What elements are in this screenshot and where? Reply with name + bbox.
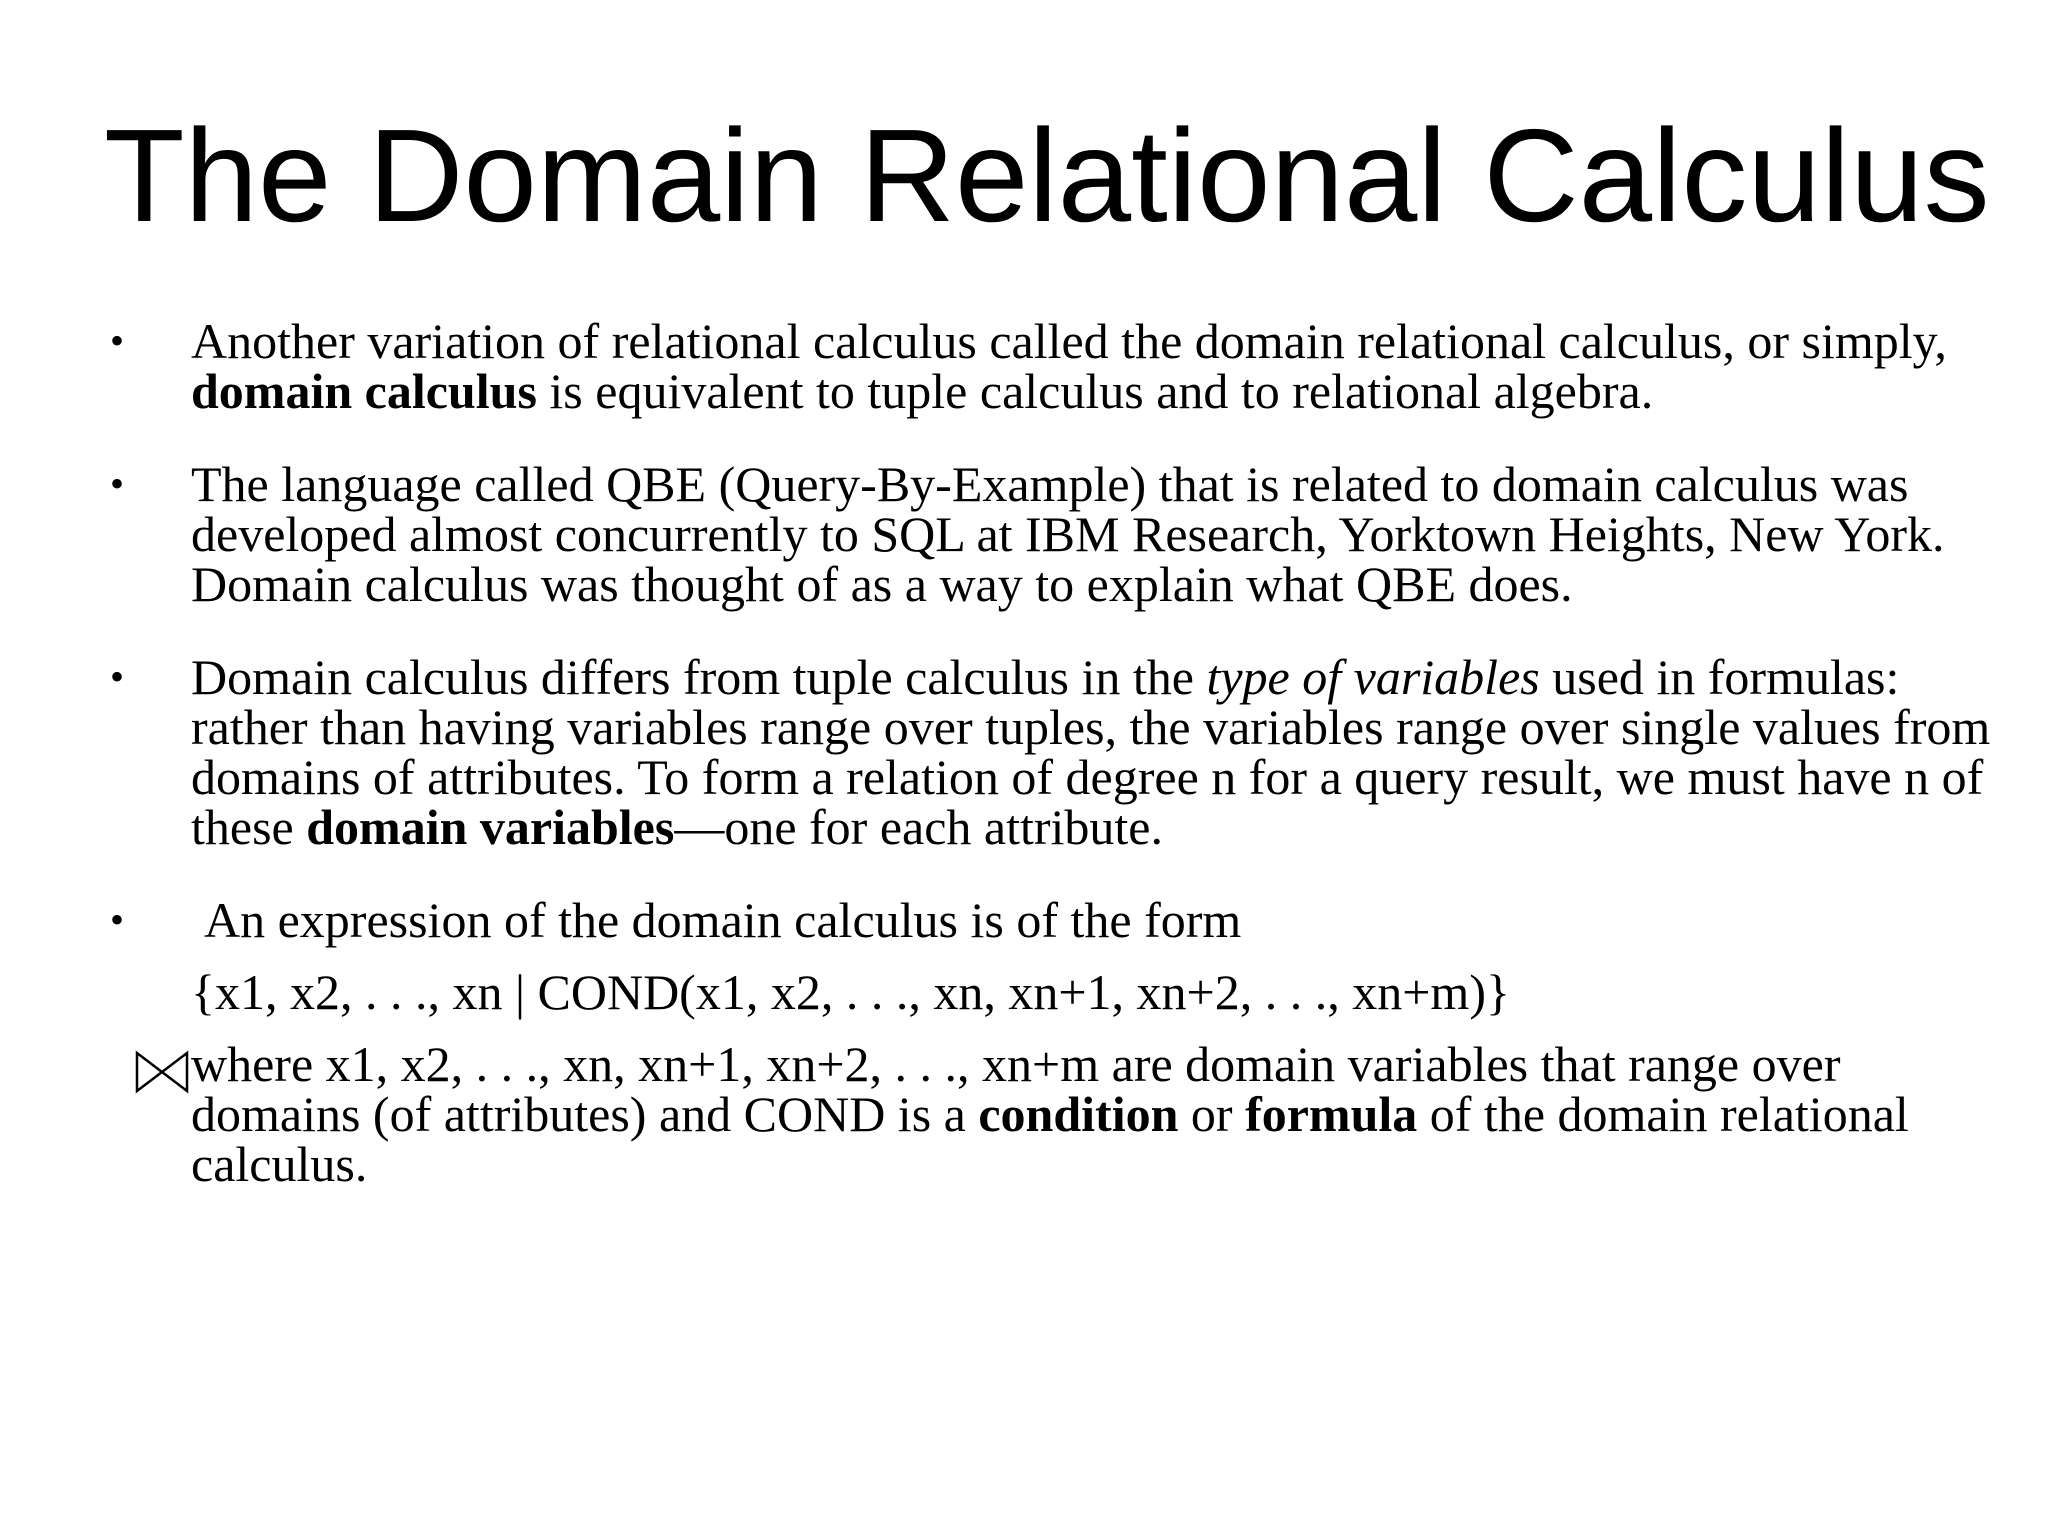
where-clause-text: where x1, x2, . . ., xn, xn+1, xn+2, . . ., xn+m are domain variables that range over domains (of attributes) and COND is a condition or formula of the domain relational calculus. — [191, 1039, 2001, 1189]
slide-title: The Domain Relational Calculus — [104, 102, 1990, 249]
bullet-text: Domain calculus differs from tuple calculus in the type of variables used in formulas: rather than having variables range over tuples, the variables range over single values from domains of attributes. To form a relation of degree n for a query result, we must have n of these domain variables—one for each attribute. — [191, 649, 1991, 855]
bullet-marker: • — [110, 461, 125, 506]
bullet-item — [0, 456, 2001, 612]
bullet-marker: • — [110, 897, 125, 942]
slide-body — [0, 313, 2048, 1232]
bold-term: formula — [1245, 1086, 1418, 1142]
bullet-marker: • — [110, 654, 125, 699]
bullet-item — [0, 649, 2001, 855]
bullet-item — [0, 313, 2001, 419]
bowtie-join-icon — [134, 1049, 190, 1095]
bullet-text: Another variation of relational calculus called the domain relational calculus, or simply, domain calculus is equivalent to tuple calculus and to relational algebra. — [191, 313, 1947, 419]
bullet-text: The language called QBE (Query-By-Example) that is related to domain calculus was developed almost concurrently to SQL at IBM Research, Yorktown Heights, New York. Domain calculus was thought of as a way to explain what QBE does. — [191, 456, 1945, 612]
domain-calculus-formula: {x1, x2, . . ., xn | COND(x1, x2, . . ., xn, xn+1, xn+2, . . ., xn+m)} — [191, 964, 1510, 1020]
bullet-marker: • — [110, 318, 125, 363]
bullet-item — [0, 892, 2001, 1192]
bold-term: domain calculus — [191, 363, 537, 419]
bold-term: domain variables — [306, 799, 675, 855]
italic-term: type of variables — [1206, 649, 1540, 705]
bold-term: condition — [978, 1086, 1179, 1142]
bullet-lead-text: An expression of the domain calculus is of the form — [204, 892, 1242, 948]
